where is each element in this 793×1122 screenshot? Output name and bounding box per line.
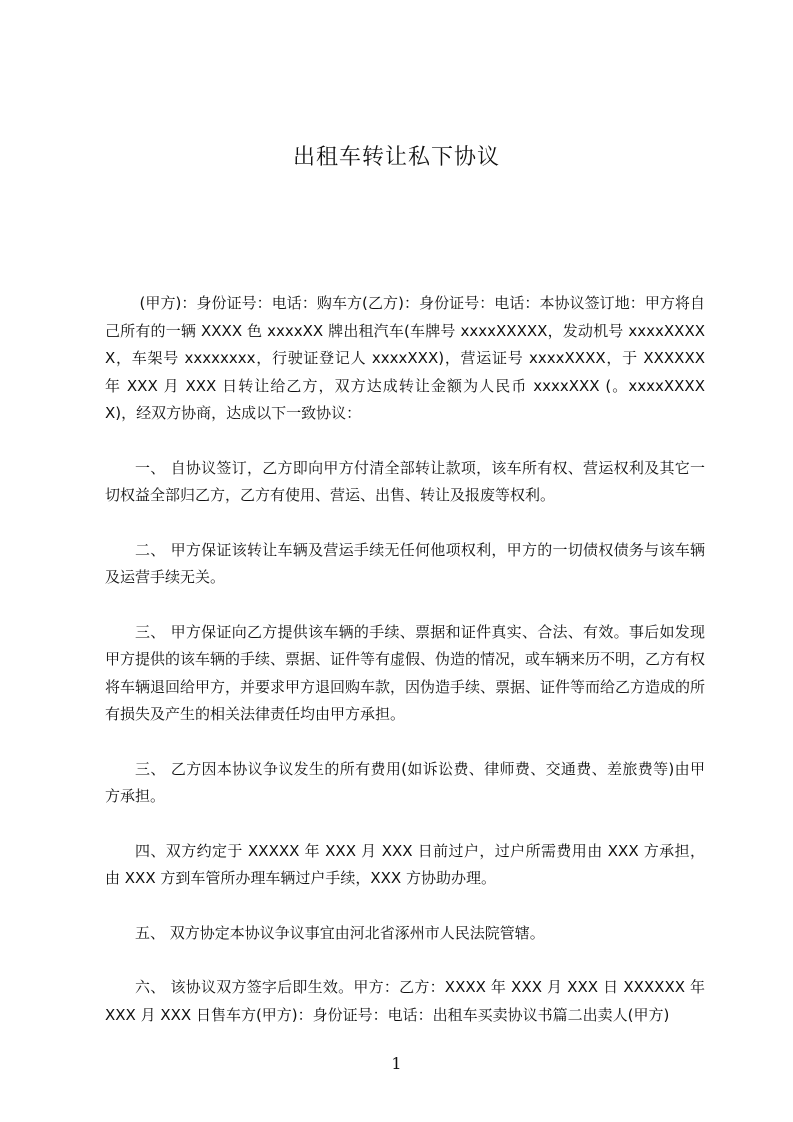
clause-2-paragraph: 二、 甲方保证该转让车辆及营运手续无任何他项权利，甲方的一切债权债务与该车辆及运营手续无关。 — [105, 540, 705, 586]
clause-1-paragraph: 一、 自协议签订，乙方即向甲方付清全部转让款项，该车所有权、营运权利及其它一切权益全部归乙方，乙方有使用、营运、出售、转让及报废等权利。 — [105, 458, 705, 504]
clause-5-paragraph: 五、 双方协定本协议争议事宜由河北省涿州市人民法院管辖。 — [135, 923, 545, 942]
clause-3b-paragraph: 三、 乙方因本协议争议发生的所有费用(如诉讼费、律师费、交通费、差旅费等)由甲方承担。 — [105, 759, 705, 805]
page-number: 1 — [391, 1054, 402, 1073]
preamble-paragraph: (甲方)：身份证号：电话：购车方(乙方)：身份证号：电话：本协议签订地：甲方将自己所有的一辆 XXXX 色 xxxxXX 牌出租汽车(车牌号 xxxxXXXXX，发动机号 xxxxXXXXX，车架号 xxxxxxxx，行驶证登记人 xxxxXXX)，营运证号 xxxxXXXX，于 XXXXXX 年 XXX 月 XXX 日转让给乙方，双方达成转让金额为人民币 xxxxXXX (。xxxxXXXXX)，经双方协商，达成以下一致协议： — [105, 294, 705, 422]
clause-3-paragraph: 三、 甲方保证向乙方提供该车辆的手续、票据和证件真实、合法、有效。事后如发现甲方提供的该车辆的手续、票据、证件等有虚假、伪造的情况，或车辆来历不明，乙方有权将车辆退回给甲方，并要求甲方退回购车款，因伪造手续、票据、证件等而给乙方造成的所有损失及产生的相关法律责任均由甲方承担。 — [105, 622, 706, 723]
document-title: 出租车转让私下协议 — [292, 145, 500, 170]
clause-6-paragraph: 六、 该协议双方签字后即生效。甲方：乙方：XXXX 年 XXX 月 XXX 日 XXXXXX 年 XXX 月 XXX 日售车方(甲方)：身份证号：电话：出租车买卖协议书篇二出卖人(甲方) — [105, 978, 705, 1024]
document-body — [105, 290, 705, 1056]
clause-4-paragraph: 四、双方约定于 XXXXX 年 XXX 月 XXX 日前过户，过户所需费用由 XXX 方承担，由 XXX 方到车管所办理车辆过户手续，XXX 方协助办理。 — [105, 841, 705, 887]
